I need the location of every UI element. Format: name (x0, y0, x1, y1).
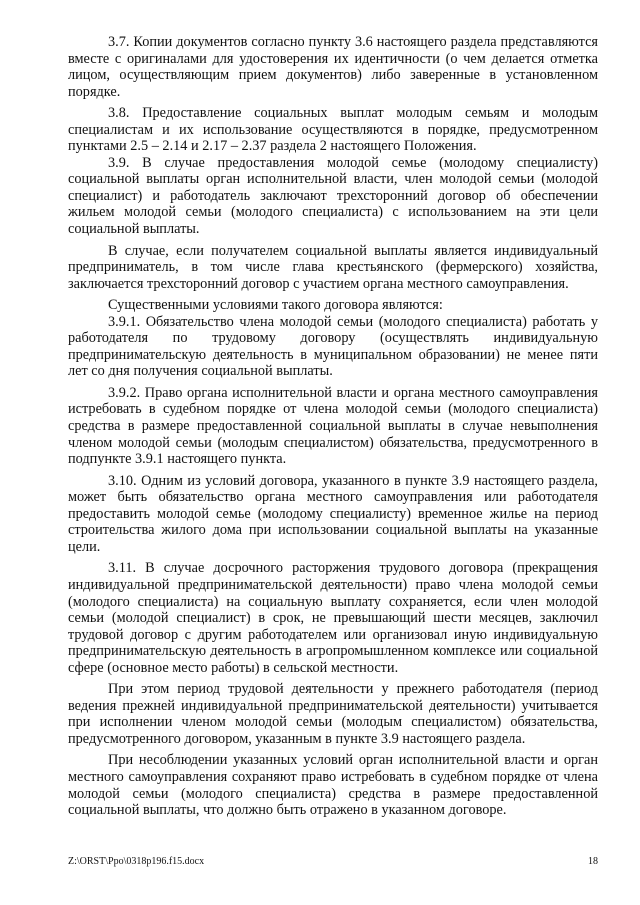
paragraph-previous-employer: При этом период трудовой деятельности у прежнего работодателя (период ведения прежней индивидуальной предпринимательской деятельности) учитывается при исполнении членом молодой семьи (молодым специалистом) обязательства, предусмотренного договором, указанным в пункте 3.9 настоящего раздела. (68, 681, 598, 747)
paragraph-3-7: 3.7. Копии документов согласно пункту 3.6 настоящего раздела представляются вместе с оригиналами для удостоверения их идентичности (о чем делается отметка лицом, осуществляющим прием документов) либо заверенные в установленном порядке. (68, 34, 598, 100)
page-footer (68, 856, 598, 868)
document-body (68, 34, 598, 819)
paragraph-3-9: 3.9. В случае предоставления молодой семье (молодому специалисту) социальной выплаты орган исполнительной власти, член молодой семьи (молодой специалист) и работодатель заключают трехсторонний договор об обеспечении жильем молодой семьи (молодого специалиста) с использованием на эти цели социальной выплаты. (68, 154, 598, 238)
paragraph-3-8: 3.8. Предоставление социальных выплат молодым семьям и молодым специалистам и их использование осуществляются в порядке, предусмотренном пунктами 2.5 – 2.14 и 2.17 – 2.37 раздела 2 настоящего Положения. (68, 105, 598, 155)
paragraph-3-10: 3.10. Одним из условий договора, указанного в пункте 3.9 настоящего раздела, может быть обязательство органа местного самоуправления или работодателя предоставить молодой семье (молодому специалисту) временное жилье на период строительства жилого дома при использовании социальной выплаты на указанные цели. (68, 472, 598, 555)
paragraph-essential-conditions: Существенными условиями такого договора являются: (108, 297, 443, 314)
footer-file-path: Z:\ORST\Ppo\0318p196.f15.docx (68, 856, 205, 867)
page-number: 18 (588, 856, 598, 867)
paragraph-3-11: 3.11. В случае досрочного расторжения трудового договора (прекращения индивидуальной предпринимательской деятельности) право члена молодой семьи (молодого специалиста) на социальную выплату сохраняется, если член молодой семьи (молодой специалист) в срок, не превышающий шести месяцев, заключил трудовой договор с другим работодателем или организовал иную индивидуальную предпринимательскую деятельность в агропромышленном комплексе или социальной сфере (основное место работы) в сельской местности. (68, 560, 598, 676)
paragraph-individual-entrepreneur: В случае, если получателем социальной выплаты является индивидуальный предприниматель, в том числе глава крестьянского (фермерского) хозяйства, заключается трехсторонний договор с участием органа местного самоуправления. (68, 242, 598, 292)
paragraph-3-9-2: 3.9.2. Право органа исполнительной власти и органа местного самоуправления истребовать в судебном порядке от члена молодой семьи (молодого специалиста) средства в размере предоставленной социальной выплаты в случае невыполнения членом молодой семьи (молодым специалистом) обязательства, предусмотренного в подпункте 3.9.1 настоящего пункта. (68, 384, 598, 468)
paragraph-3-9-1: 3.9.1. Обязательство члена молодой семьи (молодого специалиста) работать у работодателя по трудовому договору (осуществлять индивидуальную предпринимательскую деятельность в муниципальном образовании) не менее пяти лет со дня получения социальной выплаты. (68, 313, 598, 380)
paragraph-non-compliance: При несоблюдении указанных условий орган исполнительной власти и орган местного самоуправления сохраняют право истребовать в судебном порядке от члена молодой семьи (молодого специалиста) средства в размере предоставленной социальной выплаты, что должно быть отражено в указанном договоре. (68, 752, 598, 819)
